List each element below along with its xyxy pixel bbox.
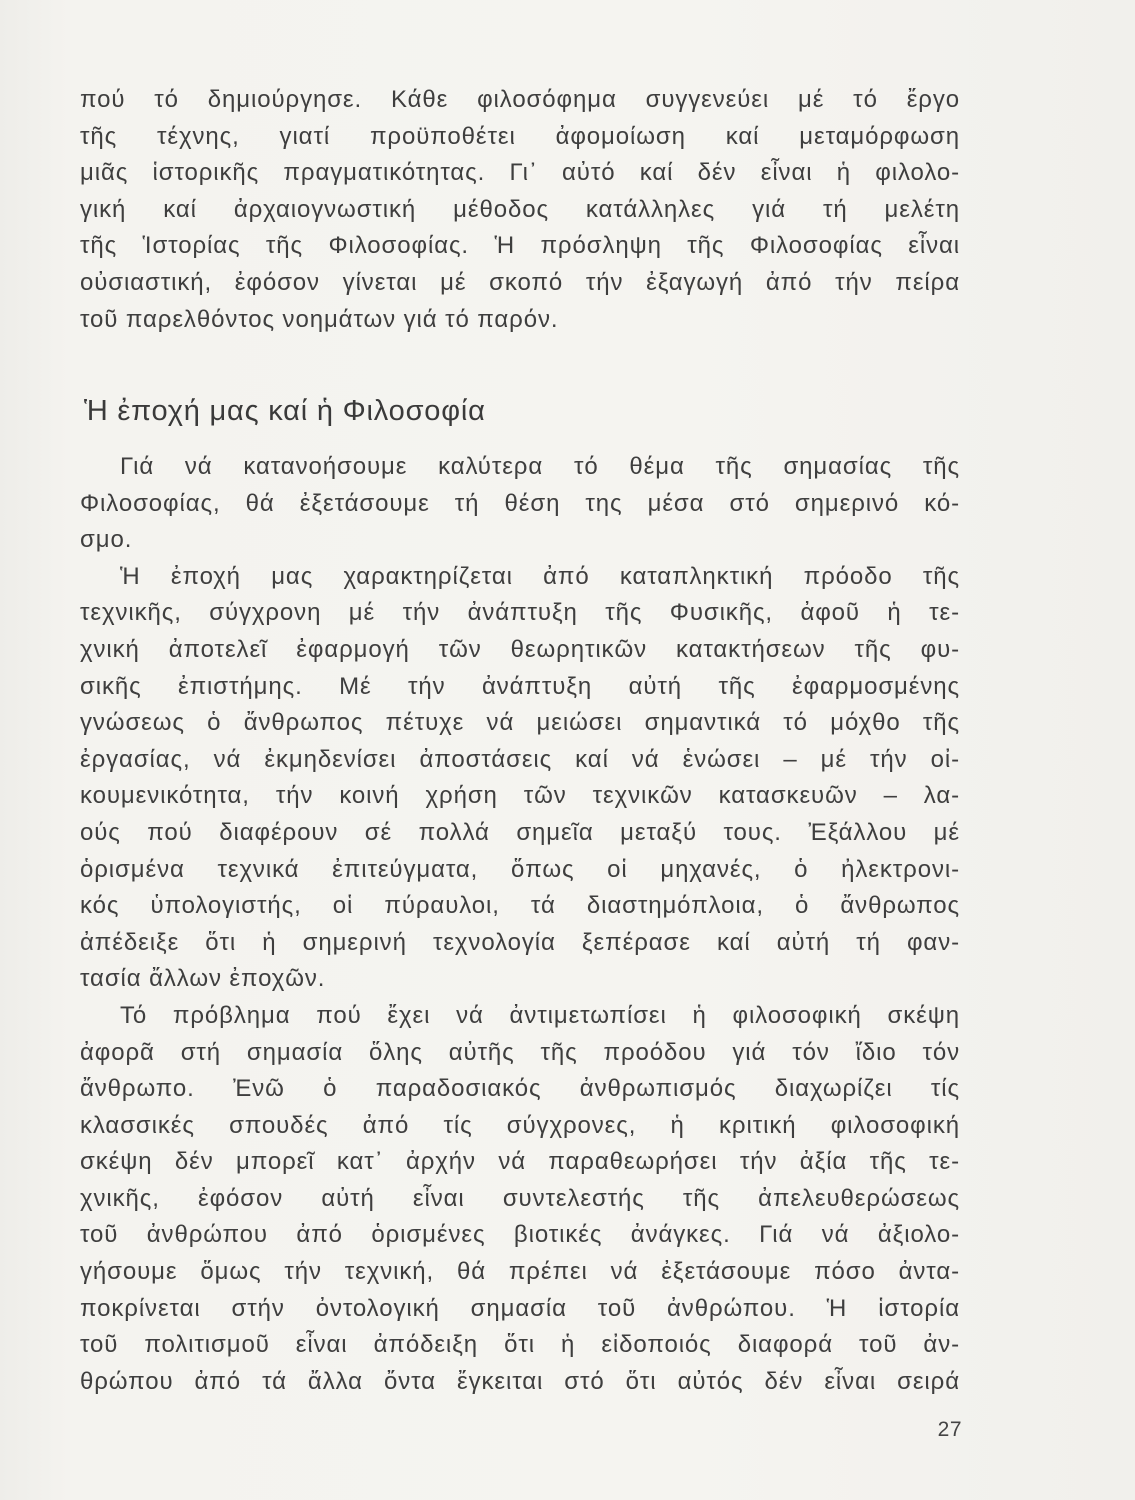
section-body — [80, 449, 960, 1400]
text-line: ἀφορᾶ στή σημασία ὅλης αὐτῆς τῆς προόδου γιά τόν ἴδιο τόν — [80, 1038, 960, 1066]
text-line: γήσουμε ὅμως τήν τεχνική, θά πρέπει νά ἐξετάσουμε πόσο ἀντα- — [80, 1258, 960, 1286]
paragraph — [80, 998, 960, 1401]
text-line: τοῦ πολιτισμοῦ εἶναι ἀπόδειξη ὅτι ἡ εἰδοποιός διαφορά τοῦ ἀν- — [80, 1331, 960, 1359]
text-line: ὁρισμένα τεχνικά ἐπιτεύγματα, ὅπως οἱ μηχανές, ὁ ἠλεκτρονι- — [80, 855, 960, 883]
text-line: Γιά νά κατανοήσουμε καλύτερα τό θέμα τῆς σημασίας τῆς — [120, 453, 960, 480]
text-line: σμο. — [80, 526, 133, 554]
page-number: 27 — [937, 1418, 962, 1441]
opening-paragraph — [80, 82, 960, 338]
text-line: κός ὑπολογιστής, οἱ πύραυλοι, τά διαστημόπλοια, ὁ ἄνθρωπος — [80, 892, 960, 920]
section-heading: Ἡ ἐποχή μας καί ἡ Φιλοσοφία — [84, 395, 486, 427]
text-line: μιᾶς ἱστορικῆς πραγματικότητας. Γι᾽ αὐτό καί δέν εἶναι ἡ φιλολο- — [80, 159, 960, 187]
text-line: ἀπέδειξε ὅτι ἡ σημερινή τεχνολογία ξεπέρασε καί αὐτή τή φαν- — [80, 928, 960, 956]
text-line: τασία ἄλλων ἐποχῶν. — [80, 965, 326, 993]
text-line: σικῆς ἐπιστήμης. Μέ τήν ἀνάπτυξη αὐτή τῆς ἐφαρμοσμένης — [80, 672, 960, 700]
text-line: κλασσικές σπουδές ἀπό τίς σύγχρονες, ἡ κριτική φιλοσοφική — [80, 1111, 960, 1139]
text-line: Τό πρόβλημα πού ἔχει νά ἀντιμετωπίσει ἡ φιλοσοφική σκέψη — [120, 1001, 960, 1029]
text-line: τοῦ παρελθόντος νοημάτων γιά τό παρόν. — [80, 305, 559, 333]
text-line: πού τό δημιούργησε. Κάθε φιλοσόφημα συγγενεύει μέ τό ἔργο — [80, 86, 960, 113]
text-line: θρώπου ἀπό τά ἄλλα ὄντα ἔγκειται στό ὅτι αὐτός δέν εἶναι σειρά — [80, 1367, 960, 1395]
text-line: γνώσεως ὁ ἄνθρωπος πέτυχε νά μειώσει σημαντικά τό μόχθο τῆς — [80, 709, 960, 737]
text-line: Φιλοσοφίας, θά ἐξετάσουμε τή θέση της μέσα στό σημερινό κό- — [80, 489, 960, 517]
paragraph — [80, 449, 960, 559]
text-line: κουμενικότητα, τήν κοινή χρήση τῶν τεχνικῶν κατασκευῶν – λα- — [80, 782, 960, 810]
text-line: τοῦ ἀνθρώπου ἀπό ὁρισμένες βιοτικές ἀνάγκες. Γιά νά ἀξιολο- — [80, 1221, 960, 1249]
text-line: οὐσιαστική, ἐφόσον γίνεται μέ σκοπό τήν ἐξαγωγή ἀπό τήν πείρα — [80, 268, 960, 296]
text-line: τεχνικῆς, σύγχρονη μέ τήν ἀνάπτυξη τῆς Φυσικῆς, ἀφοῦ ἡ τε- — [80, 599, 960, 627]
text-line: ποκρίνεται στήν ὀντολογική σημασία τοῦ ἀνθρώπου. Ἡ ἱστορία — [80, 1294, 960, 1322]
paragraph — [80, 559, 960, 998]
text-line: ούς πού διαφέρουν σέ πολλά σημεῖα μεταξύ τους. Ἐξάλλου μέ — [80, 818, 960, 846]
text-line: ἐργασίας, νά ἐκμηδενίσει ἀποστάσεις καί νά ἑνώσει – μέ τήν οἰ- — [80, 745, 960, 773]
text-line: σκέψη δέν μπορεῖ κατ᾽ ἀρχήν νά παραθεωρήσει τήν ἀξία τῆς τε- — [80, 1148, 960, 1176]
text-line: τῆς τέχνης, γιατί προϋποθέτει ἀφομοίωση καί μεταμόρφωση — [80, 122, 960, 150]
text-line: χνικῆς, ἐφόσον αὐτή εἶναι συντελεστής τῆς ἀπελευθερώσεως — [80, 1184, 960, 1212]
text-line: χνική ἀποτελεῖ ἐφαρμογή τῶν θεωρητικῶν κατακτήσεων τῆς φυ- — [80, 635, 960, 663]
text-line: Ἡ ἐποχή μας χαρακτηρίζεται ἀπό καταπληκτική πρόοδο τῆς — [120, 562, 960, 590]
text-line: γική καί ἀρχαιογνωστική μέθοδος κατάλληλες γιά τή μελέτη — [80, 195, 960, 223]
text-line: ἄνθρωπο. Ἐνῶ ὁ παραδοσιακός ἀνθρωπισμός διαχωρίζει τίς — [80, 1075, 960, 1103]
text-line: τῆς Ἱστορίας τῆς Φιλοσοφίας. Ἡ πρόσληψη τῆς Φιλοσοφίας εἶναι — [80, 232, 960, 260]
